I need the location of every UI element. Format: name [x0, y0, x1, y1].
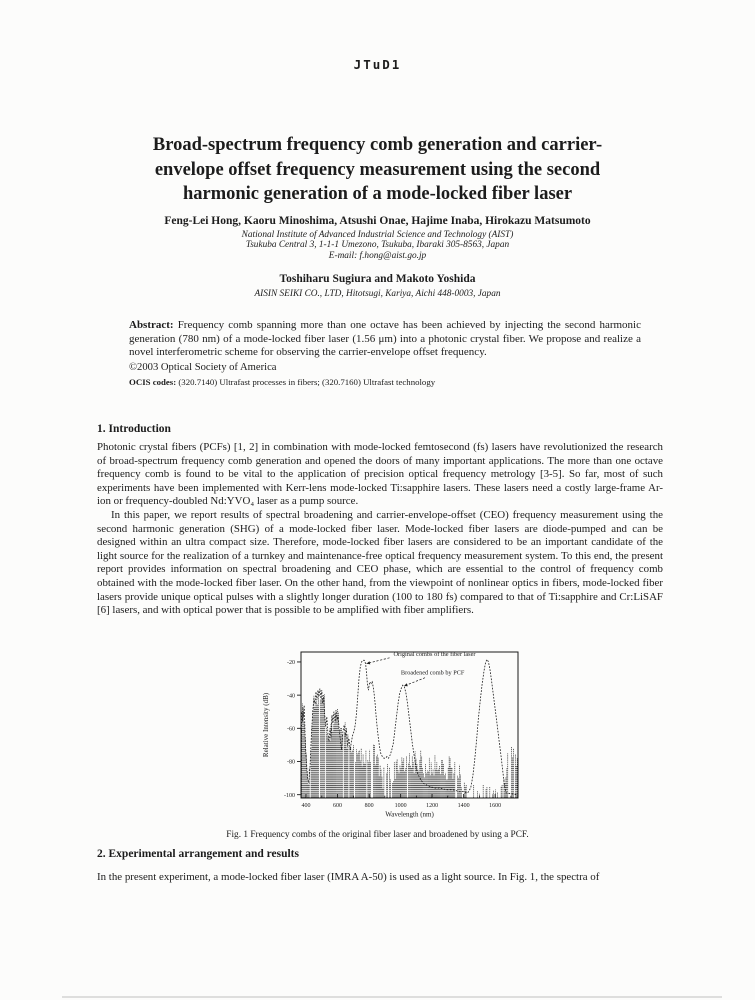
- svg-text:-80: -80: [287, 759, 295, 766]
- ocis-codes-line: [129, 376, 641, 390]
- paragraph-3: In the present experiment, a mode-locked fiber laser (IMRA A-50) is used as a light source. In Fig. 1, the spectra of: [97, 871, 600, 883]
- svg-text:1200: 1200: [426, 803, 439, 809]
- svg-text:Wavelength (nm): Wavelength (nm): [385, 810, 434, 819]
- svg-text:-40: -40: [287, 693, 295, 700]
- paragraph-1: Photonic crystal fibers (PCFs) [1, 2] in combination with mode-locked femtosecond (fs) lasers have revolutionized the research of broad-spectrum frequency comb generation and opened the doors of many important applications. The more than one octave frequency comb is found to be vital to the application of precision optical frequency metrology [3-5]. So far, most of such experiments have been implemented with Kerr-lens mode-locked Ti:sapphire lasers. These lasers need a costly large-frame Ar-ion or frequency-doubled Nd:YVO₄ laser as a pump source.: [97, 441, 663, 508]
- svg-text:Original combs of the fiber la: Original combs of the fiber laser: [393, 651, 476, 659]
- svg-text:-60: -60: [287, 726, 295, 733]
- ocis-label: OCIS codes:: [129, 377, 177, 388]
- copyright-line: ©2003 Optical Society of America: [129, 361, 277, 373]
- svg-text:Broadened comb by PCF: Broadened comb by PCF: [400, 669, 465, 677]
- svg-text:400: 400: [301, 803, 311, 809]
- ocis-text: (320.7140) Ultrafast processes in fibers; (320.7160) Ultrafast technology: [178, 377, 436, 388]
- affiliation-1-institute: National Institute of Advanced Industrial Science and Technology (AIST): [241, 230, 514, 240]
- affiliation-2: AISIN SEIKI CO., LTD, Hitotsugi, Kariya, Aichi 448-0003, Japan: [254, 289, 501, 299]
- figure-1-caption: Fig. 1 Frequency combs of the original fiber laser and broadened by using a PCF.: [226, 830, 529, 840]
- authors-line-1: Feng-Lei Hong, Kaoru Minoshima, Atsushi Onae, Hajime Inaba, Hirokazu Matsumoto: [164, 215, 591, 227]
- affiliation-1-address: Tsukuba Central 3, 1-1-1 Umezono, Tsukuba, Ibaraki 305-8563, Japan: [245, 240, 510, 251]
- svg-text:1400: 1400: [457, 803, 470, 809]
- svg-text:800: 800: [364, 803, 374, 809]
- paper-title-line-3: harmonic generation of a mode-locked fiber laser: [182, 184, 573, 204]
- abstract-paragraph: [129, 319, 641, 360]
- svg-text:600: 600: [333, 803, 343, 809]
- paper-title-line-1: Broad-spectrum frequency comb generation and carrier-: [152, 135, 603, 155]
- svg-text:1600: 1600: [489, 803, 502, 809]
- conference-paper-code: JTuD1: [353, 57, 402, 72]
- svg-text:1000: 1000: [394, 803, 407, 809]
- introduction-paragraphs: [97, 441, 663, 618]
- paper-title-line-2: envelope offset frequency measurement using the second: [154, 159, 601, 180]
- paper-title: [0, 133, 755, 207]
- experimental-paragraph: [97, 871, 663, 885]
- svg-text:-100: -100: [284, 792, 295, 799]
- section-heading-experimental: 2. Experimental arrangement and results: [97, 848, 299, 860]
- figure-1-chart: [260, 648, 550, 824]
- abstract-text: Frequency comb spanning more than one octave has been achieved by injecting the second harmonic generation (780 nm) of a mode-locked fiber laser (1.56 μm) into a photonic crystal fiber. We propose and realize a novel interferometric scheme for observing the carrier-envelope offset frequency.: [129, 319, 641, 359]
- svg-text:Relative Intensity (dB): Relative Intensity (dB): [262, 692, 270, 758]
- affiliation-1: [0, 230, 755, 261]
- abstract-block: [129, 319, 641, 390]
- authors-line-2: Toshiharu Sugiura and Makoto Yoshida: [279, 273, 476, 285]
- paragraph-2: In this paper, we report results of spectral broadening and carrier-envelope-offset (CEO) frequency measurement using the second harmonic generation (SHG) of a mode-locked fiber laser. Mode-locked fiber lasers are diode-pumped and can be designed within an ultra compact size. Therefore, mode-locked fiber lasers are considered to be an important candidate of the light source for the realization of a turnkey and maintenance-free optical frequency measurement system. To this end, the present report provides information on spectral broadening and CEO phase, which are essential to the control of frequency comb obtained with the mode-locked fiber laser. On the other hand, from the viewpoint of nonlinear optics in fibers, mode-locked fiber lasers provide unique optical pulses with a slightly longer duration (100 to 180 fs) compared to that of Ti:sapphire and Cr:LiSAF [6] lasers, and with optical power that is possible to be amplified with fiber amplifiers.: [97, 508, 663, 617]
- scan-artifact-line: [62, 996, 722, 998]
- svg-text:-20: -20: [287, 660, 295, 667]
- affiliation-1-email: E-mail: f.hong@aist.go.jp: [328, 250, 427, 261]
- spectrum-plot: [260, 648, 550, 824]
- abstract-label: Abstract:: [129, 319, 174, 331]
- section-heading-introduction: 1. Introduction: [97, 423, 171, 435]
